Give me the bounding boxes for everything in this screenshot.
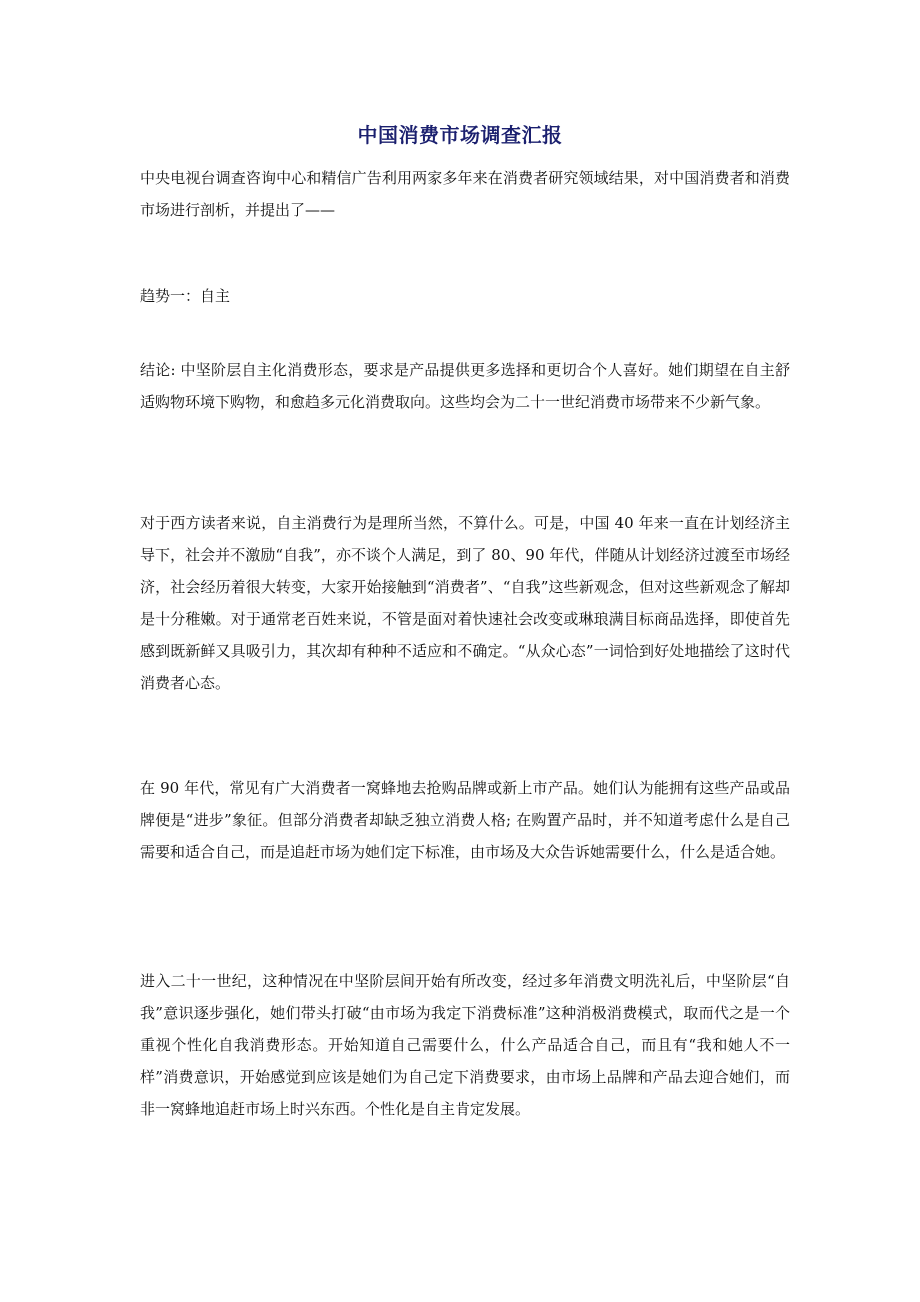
trend-heading: 趋势一：自主 [140, 287, 231, 305]
body-paragraph-3: 进入二十一世纪，这种情况在中坚阶层间开始有所改变，经过多年消费文明洗礼后，中坚阶层“自我”意识逐步强化，她们带头打破“由市场为我定下消费标准”这种消极消费模式，取而代之是一个重视个性化自我消费形态。开始知道自己需要什么，什么产品适合自己，而且有“我和她人不一样”消费意识，开始感觉到应该是她们为自己定下消费要求，由市场上品牌和产品去迎合她们，而非一窝蜂地追赶市场上时兴东西。个性化是自主肯定发展。 [140, 972, 790, 1118]
conclusion-paragraph: 结论: 中坚阶层自主化消费形态，要求是产品提供更多选择和更切合个人喜好。她们期望在自主舒适购物环境下购物，和愈趋多元化消费取向。这些均会为二十一世纪消费市场带来不少新气象。 [140, 361, 790, 411]
document-title: 中国消费市场调查汇报 [357, 123, 563, 147]
body-paragraph-2: 在 90 年代，常见有广大消费者一窝蜂地去抢购品牌或新上市产品。她们认为能拥有这些产品或品牌便是“进步”象征。但部分消费者却缺乏独立消费人格; 在购置产品时，并不知道考虑什么是自己需要和适合自己，而是追赶市场为她们定下标准，由市场及大众告诉她需要什么，什么是适合她。 [140, 779, 790, 861]
body-paragraph-1: 对于西方读者来说，自主消费行为是理所当然，不算什么。可是，中国 40 年来一直在计划经济主导下，社会并不激励“自我”，亦不谈个人满足，到了 80、90 年代，伴随从计划经济过渡至市场经济，社会经历着很大转变，大家开始接触到“消费者”、“自我”这些新观念，但对这些新观念了解却是十分稚嫩。对于通常老百姓来说，不管是面对着快速社会改变或琳琅满目标商品选择，即使首先感到既新鲜又具吸引力，其次却有种种不适应和不确定。“从众心态”一词恰到好处地描绘了这时代消费者心态。 [140, 514, 790, 692]
intro-paragraph: 中央电视台调查咨询中心和精信广告利用两家多年来在消费者研究领域结果，对中国消费者和消费市场进行剖析，并提出了—— [140, 169, 790, 219]
